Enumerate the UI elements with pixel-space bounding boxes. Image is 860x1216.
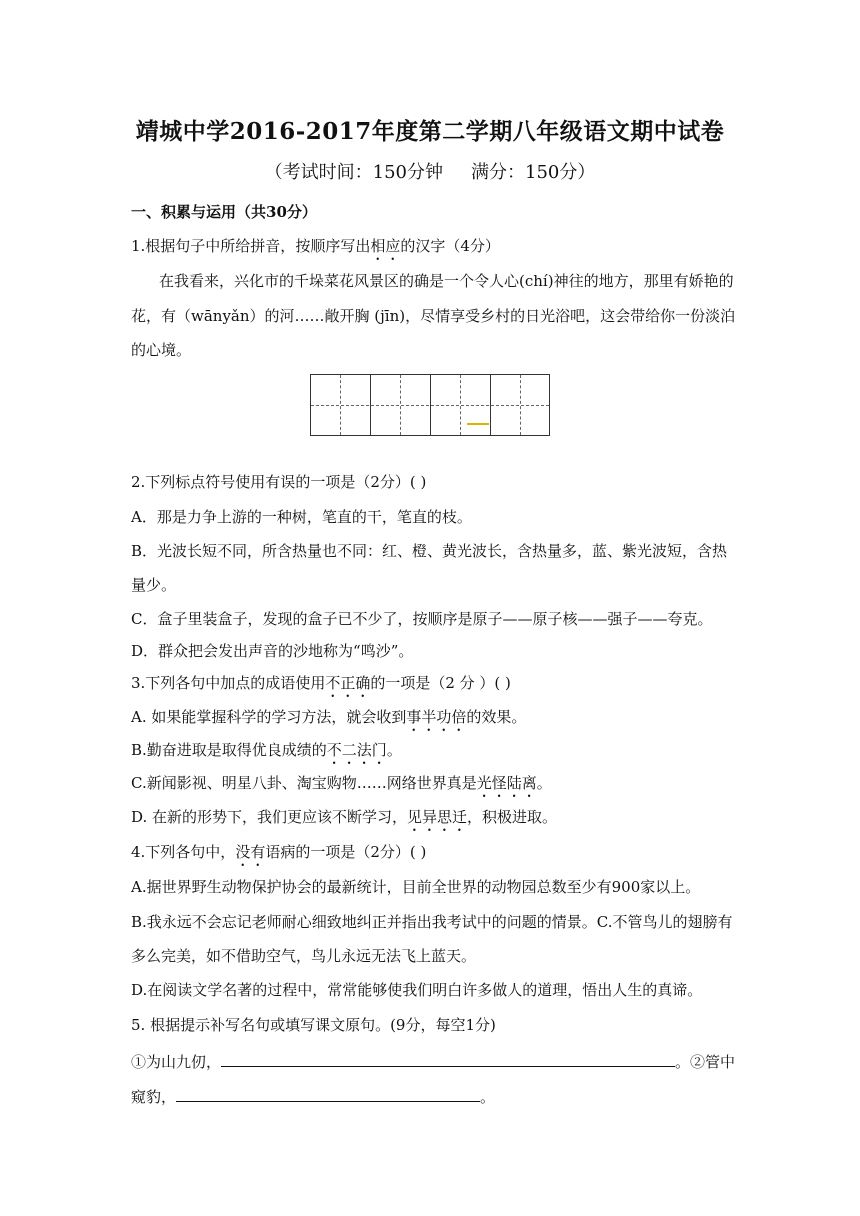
exam-score: 满分：150分）: [471, 162, 596, 183]
emphasis-text: 没有: [235, 843, 266, 861]
emphasis-text: 见异思迁: [407, 808, 468, 826]
q5-line-2: 窥豹， 。: [131, 1085, 495, 1107]
q4-stem: 4.下列各句中，没有语病的一项是（2分）( ): [131, 843, 427, 861]
q2-option-c: C．盒子里装盒子，发现的盒子已不少了，按顺序是原子——原子核——强子——夸克。: [131, 610, 713, 628]
emphasis-text: 不正确: [325, 674, 371, 692]
exam-time: （考试时间：150分钟: [264, 162, 443, 183]
q2-option-b: B．光波长短不同，所含热量也不同：红、橙、黄光波长，含热量多，蓝、紫光波短，含热: [131, 542, 728, 560]
q1-passage-line: 的心境。: [131, 341, 192, 359]
q5-line-1: ①为山九仞， 。②管中: [131, 1050, 735, 1072]
section-heading: 一、积累与运用（共30分）: [131, 203, 317, 221]
q2-option-d: D．群众把会发出声音的沙地称为“鸣沙”。: [131, 642, 414, 660]
answer-blank[interactable]: [221, 1050, 675, 1067]
answer-grid[interactable]: [310, 374, 550, 436]
q1-passage-line: 花，有（wānyǎn）的河……敞开胸 (jīn)，尽情享受乡村的日光浴吧，这会带给你一份淡泊: [131, 307, 736, 325]
q3-stem: 3.下列各句中加点的成语使用不正确的一项是（2 分 ）( ): [131, 674, 511, 692]
q5-stem: 5. 根据提示补写名句或填写课文原句。(9分，每空1分): [131, 1016, 496, 1034]
emphasis-text: 事半功倍: [406, 708, 467, 726]
emphasis-text: 相应: [370, 237, 401, 255]
q1-passage-line: 在我看来，兴化市的千垛菜花风景区的确是一个令人心(chí)神往的地方，那里有娇艳的: [159, 272, 734, 290]
q3-option-d: D. 在新的形势下，我们更应该不断学习，见异思迁，积极进取。: [131, 808, 558, 826]
q3-option-b: B.勤奋进取是取得优良成绩的不二法门。: [131, 741, 402, 759]
page-title: 靖城中学2016-2017年度第二学期八年级语文期中试卷: [135, 118, 725, 145]
exam-info: [0, 158, 860, 184]
q2-option-a: A．那是力争上游的一种树，笔直的干，笔直的枝。: [131, 508, 472, 526]
q4-option-b: B.我永远不会忘记老师耐心细致地纠正并指出我考试中的问题的情景。C.不管鸟儿的翅膀有: [131, 913, 733, 931]
q4-option-a: A.据世界野生动物保护协会的最新统计，目前全世界的动物园总数至少有900家以上。: [131, 878, 701, 896]
emphasis-text: 光怪陆离: [476, 774, 537, 792]
q2-stem: 2.下列标点符号使用有误的一项是（2分）( ): [131, 473, 427, 491]
q3-option-c: C.新闻影视、明星八卦、淘宝购物……网络世界真是光怪陆离。: [131, 774, 552, 792]
q2-option-b-cont: 量少。: [131, 576, 177, 594]
highlight-mark: [467, 423, 489, 425]
emphasis-text: 不二法门: [326, 741, 387, 759]
q1-stem: 1.根据句子中所给拼音，按顺序写出相应的汉字（4分）: [131, 237, 500, 255]
q4-option-d: D.在阅读文学名著的过程中，常常能够使我们明白许多做人的道理，悟出人生的真谛。: [131, 981, 703, 999]
answer-blank[interactable]: [176, 1085, 480, 1102]
q4-option-b-cont: 多么完美，如不借助空气，鸟儿永远无法飞上蓝天。: [131, 947, 477, 965]
q3-option-a: A. 如果能掌握科学的学习方法，就会收到事半功倍的效果。: [131, 708, 527, 726]
